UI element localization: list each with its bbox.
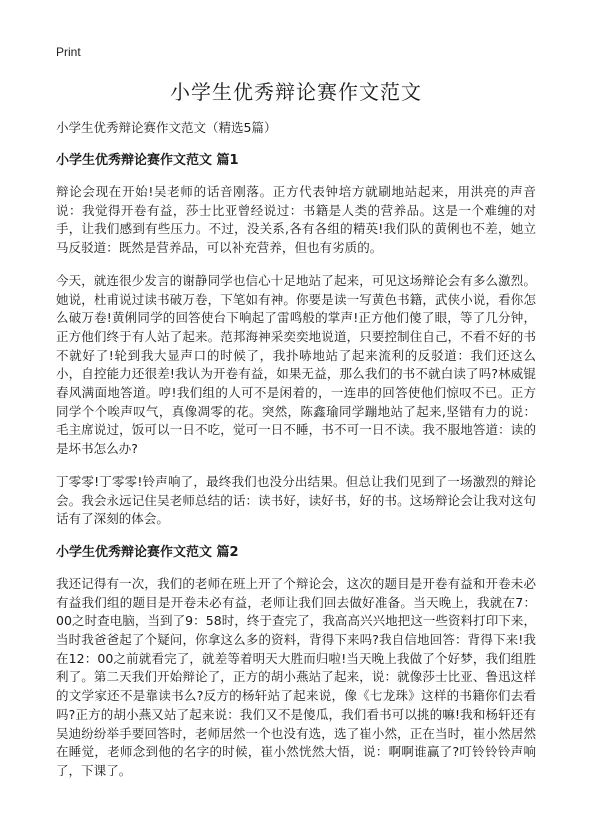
section-1-paragraph-3: 丁零零!丁零零!铃声响了，最终我们也没分出结果。但总让我们见到了一场激烈的辩论会。我会永远记住吴老师总结的话：读书好，读好书，好的书。这场辩论会让我对这句话有了深刻的体会。 bbox=[56, 473, 536, 527]
section-2-paragraph-1: 我还记得有一次，我们的老师在班上开了个辩论会，这次的题目是开卷有益和开卷未必有益我们组的题目是开卷未必有益，老师让我们回去做好准备。当天晚上，我就在7：00之时查电脑，当到了9：58时，终于查完了，我高高兴兴地把这一些资料打印下来，当时我爸爸起了个疑问，你拿这么多的资料，背得下来吗?我自信地回答：背得下来!我在12：00之前就看完了，就差等着明天大胜而归啦!当天晚上我做了个好梦，我们组胜利了。第二天我们开始辩论了，正方的胡小燕站了起来，说：就像莎士比亚、鲁迅这样的文学家还不是靠读书么?反方的杨轩站了起来说，像《七龙珠》这样的书籍你们去看吗?正方的胡小燕又站了起来说：我们又不是傻瓜，我们看书可以挑的嘛!我和杨轩还有吴迪纷纷举手要回答时，老师居然一个也没有选，选了崔小然，正在当时，崔小然居然在睡觉，老师念到他的名字的时候，崔小然恍然大悟，说：啊啊谁赢了?叮铃铃铃声响了，下课了。 bbox=[56, 575, 536, 778]
section-1-paragraph-1: 辩论会现在开始!吴老师的话音刚落。正方代表钟培方就刷地站起来，用洪亮的声音说：我觉得开卷有益，莎士比亚曾经说过：书籍是人类的营养品。这是一个难缠的对手，让我们感到有些压力。不过，没关系,各有各组的精英!我们队的黄俐也不差，她立马反驳道：既然是营养品，可以补充营养，但也有劣质的。 bbox=[56, 184, 536, 256]
document-subtitle: 小学生优秀辩论赛作文范文（精选5篇） bbox=[56, 120, 277, 135]
document-title: 小学生优秀辩论赛作文范文 bbox=[170, 80, 422, 104]
print-label: Print bbox=[56, 45, 81, 59]
section-heading-1: 小学生优秀辩论赛作文范文 篇1 bbox=[56, 153, 239, 168]
section-1-paragraph-2: 今天，就连很少发言的谢静同学也信心十足地站了起来，可见这场辩论会有多么激烈。她说，杜甫说过读书破万卷，下笔如有神。你要是读一写黄色书籍，武侠小说，看你怎么破万卷!黄俐同学的回答使台下响起了雷鸣般的掌声!正方他们傻了眼，等了几分钟，正方他们终于有人站了起来。范邦海神采奕奕地说道，只要控制住自己，不看不好的书不就好了!轮到我大显声口的时候了，我扑哧地站了起来流利的反驳道：我们还这么小，自控能力还很差!我认为开卷有益，如果无益，那么我们的书不就白读了吗?林威锟春风满面地答道。哼!我们组的人可不是闲着的，一连串的回答使他们惊叹不已。正方同学个个唉声叹气，真像凋零的花。突然，陈鑫瑜同学蹦地站了起来,坚错有力的说：毛主席说过，饭可以一日不吃，觉可一日不睡，书不可一日不读。我不服地答道：读的是坏书怎么办? bbox=[56, 272, 536, 457]
section-heading-2: 小学生优秀辩论赛作文范文 篇2 bbox=[56, 544, 239, 560]
